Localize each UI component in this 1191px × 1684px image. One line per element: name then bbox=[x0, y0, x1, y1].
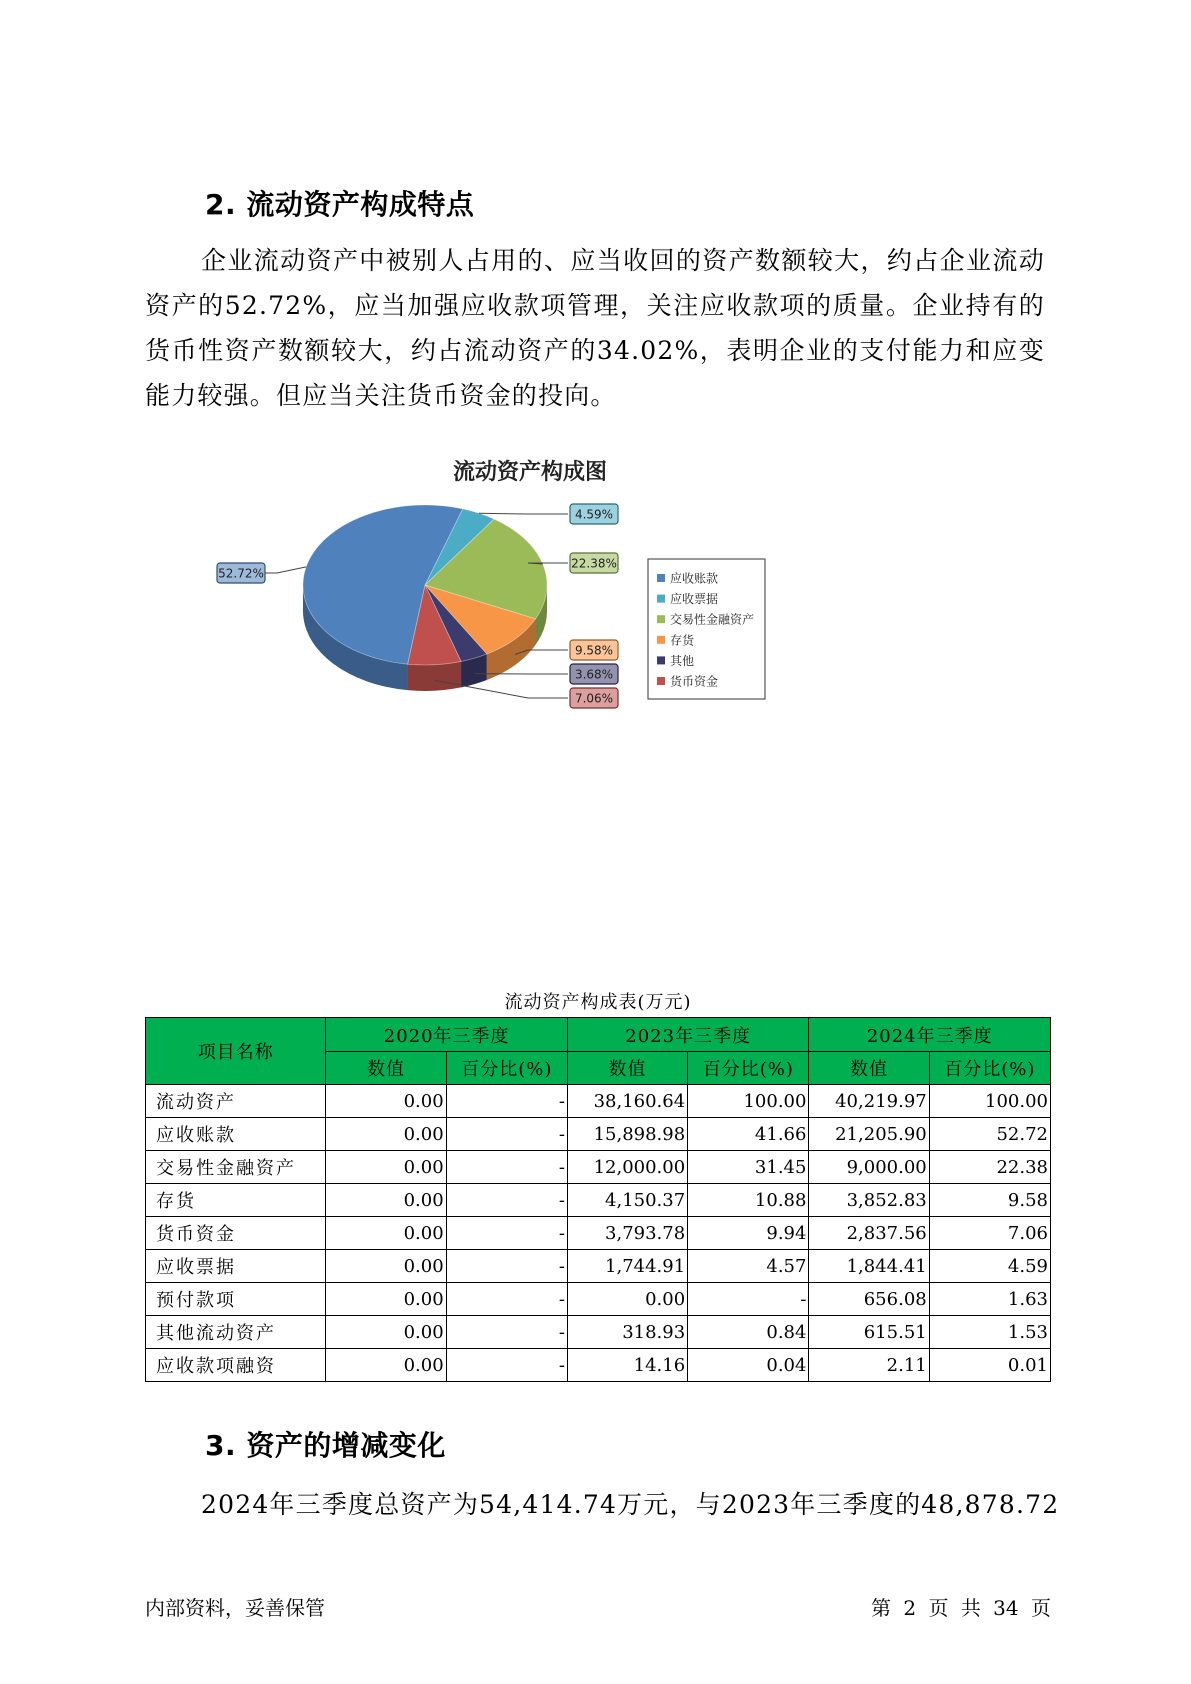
legend-swatch bbox=[657, 595, 665, 603]
cell: 31.45 bbox=[688, 1151, 809, 1184]
cell: 0.00 bbox=[326, 1283, 446, 1316]
table-row bbox=[146, 1250, 1051, 1283]
cell: 9.94 bbox=[688, 1217, 809, 1250]
cell: 9.58 bbox=[929, 1184, 1050, 1217]
pie-data-label: 3.68% bbox=[574, 667, 614, 682]
cell: 38,160.64 bbox=[567, 1085, 687, 1118]
cell: - bbox=[446, 1283, 567, 1316]
footer-confidential-note: 内部资料，妥善保管 bbox=[145, 1596, 325, 1620]
cell: 656.08 bbox=[809, 1283, 929, 1316]
row-name: 存货 bbox=[146, 1184, 326, 1217]
cell: - bbox=[688, 1283, 809, 1316]
table-row bbox=[146, 1184, 1051, 1217]
cell: - bbox=[446, 1118, 567, 1151]
cell: 2,837.56 bbox=[809, 1217, 929, 1250]
cell: 1.63 bbox=[929, 1283, 1050, 1316]
section-heading: 2. 流动资产构成特点 bbox=[205, 188, 475, 221]
table-row bbox=[146, 1349, 1051, 1382]
pie-chart-canvas bbox=[180, 455, 880, 785]
header-percent: 百分比(%) bbox=[929, 1052, 1050, 1085]
pie-data-label: 7.06% bbox=[574, 691, 614, 706]
table-row bbox=[146, 1217, 1051, 1250]
cell: 0.00 bbox=[326, 1118, 446, 1151]
header-value: 数值 bbox=[809, 1052, 929, 1085]
legend-swatch bbox=[657, 636, 665, 644]
header-value: 数值 bbox=[567, 1052, 687, 1085]
cell: 0.01 bbox=[929, 1349, 1050, 1382]
cell: 4,150.37 bbox=[567, 1184, 687, 1217]
table-caption: 流动资产构成表(万元) bbox=[504, 992, 692, 1013]
cell: 318.93 bbox=[567, 1316, 687, 1349]
cell: 1,744.91 bbox=[567, 1250, 687, 1283]
row-name: 流动资产 bbox=[146, 1085, 326, 1118]
table-row bbox=[146, 1151, 1051, 1184]
section-heading: 3. 资产的增减变化 bbox=[205, 1429, 446, 1462]
cell: 3,852.83 bbox=[809, 1184, 929, 1217]
cell: - bbox=[446, 1250, 567, 1283]
row-name: 货币资金 bbox=[146, 1217, 326, 1250]
cell: 21,205.90 bbox=[809, 1118, 929, 1151]
cell: - bbox=[446, 1349, 567, 1382]
section-paragraph: 2024年三季度总资产为54,414.74万元，与2023年三季度的48,878.72 bbox=[201, 1490, 1060, 1519]
cell: 10.88 bbox=[688, 1184, 809, 1217]
cell: - bbox=[446, 1151, 567, 1184]
cell: 52.72 bbox=[929, 1118, 1050, 1151]
cell: 15,898.98 bbox=[567, 1118, 687, 1151]
table-row bbox=[146, 1118, 1051, 1151]
pie-data-label: 22.38% bbox=[571, 556, 617, 571]
cell: 2.11 bbox=[809, 1349, 929, 1382]
header-item-name: 项目名称 bbox=[146, 1018, 326, 1085]
row-name: 应收款项融资 bbox=[146, 1349, 326, 1382]
cell: 100.00 bbox=[688, 1085, 809, 1118]
pie-slice-side bbox=[408, 661, 462, 691]
cell: 1,844.41 bbox=[809, 1250, 929, 1283]
pie-data-label: 4.59% bbox=[574, 507, 614, 522]
row-name: 应收账款 bbox=[146, 1118, 326, 1151]
legend-entry: 交易性金融资产 bbox=[670, 612, 755, 627]
cell: 1.53 bbox=[929, 1316, 1050, 1349]
legend-entry: 货币资金 bbox=[670, 674, 719, 689]
cell: 0.00 bbox=[326, 1250, 446, 1283]
pie-data-label: 52.72% bbox=[218, 566, 264, 581]
pie-data-label: 9.58% bbox=[574, 643, 614, 658]
cell: 615.51 bbox=[809, 1316, 929, 1349]
table-row bbox=[146, 1316, 1051, 1349]
table-row bbox=[146, 1283, 1051, 1316]
cell: 100.00 bbox=[929, 1085, 1050, 1118]
cell: 0.00 bbox=[567, 1283, 687, 1316]
cell: 0.00 bbox=[326, 1085, 446, 1118]
cell: - bbox=[446, 1217, 567, 1250]
pie-chart bbox=[180, 455, 880, 785]
pie-leader-line bbox=[265, 567, 306, 573]
cell: 0.00 bbox=[326, 1316, 446, 1349]
legend-entry: 应收票据 bbox=[670, 592, 719, 607]
legend-swatch bbox=[657, 615, 665, 623]
cell: 40,219.97 bbox=[809, 1085, 929, 1118]
cell: 3,793.78 bbox=[567, 1217, 687, 1250]
legend-swatch bbox=[657, 677, 665, 685]
chart-title: 流动资产构成图 bbox=[452, 460, 607, 485]
cell: - bbox=[446, 1085, 567, 1118]
row-name: 应收票据 bbox=[146, 1250, 326, 1283]
cell: 41.66 bbox=[688, 1118, 809, 1151]
header-percent: 百分比(%) bbox=[446, 1052, 567, 1085]
row-name: 预付款项 bbox=[146, 1283, 326, 1316]
row-name: 交易性金融资产 bbox=[146, 1151, 326, 1184]
cell: 0.00 bbox=[326, 1217, 446, 1250]
row-name: 其他流动资产 bbox=[146, 1316, 326, 1349]
legend-swatch bbox=[657, 656, 665, 664]
header-period: 2023年三季度 bbox=[567, 1018, 809, 1052]
legend-entry: 存货 bbox=[670, 633, 695, 648]
cell: - bbox=[446, 1184, 567, 1217]
table-row bbox=[146, 1085, 1051, 1118]
cell: 9,000.00 bbox=[809, 1151, 929, 1184]
legend-swatch bbox=[657, 574, 665, 582]
section-paragraph: 企业流动资产中被别人占用的、应当收回的资产数额较大，约占企业流动资产的52.72%，应当加强应收款项管理，关注应收款项的质量。企业持有的货币性资产数额较大，约占流动资产的34.02%，表明企业的支付能力和应变能力较强。但应当关注货币资金的投向。 bbox=[145, 246, 1045, 410]
header-value: 数值 bbox=[326, 1052, 446, 1085]
cell: 0.84 bbox=[688, 1316, 809, 1349]
cell: 4.57 bbox=[688, 1250, 809, 1283]
cell: 22.38 bbox=[929, 1151, 1050, 1184]
footer-page-number: 第 2 页 共 34 页 bbox=[871, 1596, 1051, 1620]
header-period: 2020年三季度 bbox=[326, 1018, 568, 1052]
cell: 0.00 bbox=[326, 1184, 446, 1217]
pie-leader-line bbox=[528, 563, 568, 564]
legend-entry: 应收账款 bbox=[670, 571, 719, 586]
cell: 7.06 bbox=[929, 1217, 1050, 1250]
current-assets-table bbox=[145, 1017, 1051, 1382]
cell: 12,000.00 bbox=[567, 1151, 687, 1184]
cell: 4.59 bbox=[929, 1250, 1050, 1283]
header-percent: 百分比(%) bbox=[688, 1052, 809, 1085]
cell: 0.04 bbox=[688, 1349, 809, 1382]
cell: - bbox=[446, 1316, 567, 1349]
header-period: 2024年三季度 bbox=[809, 1018, 1051, 1052]
legend-entry: 其他 bbox=[670, 653, 695, 668]
cell: 0.00 bbox=[326, 1349, 446, 1382]
pie-leader-line bbox=[479, 513, 568, 514]
cell: 0.00 bbox=[326, 1151, 446, 1184]
cell: 14.16 bbox=[567, 1349, 687, 1382]
